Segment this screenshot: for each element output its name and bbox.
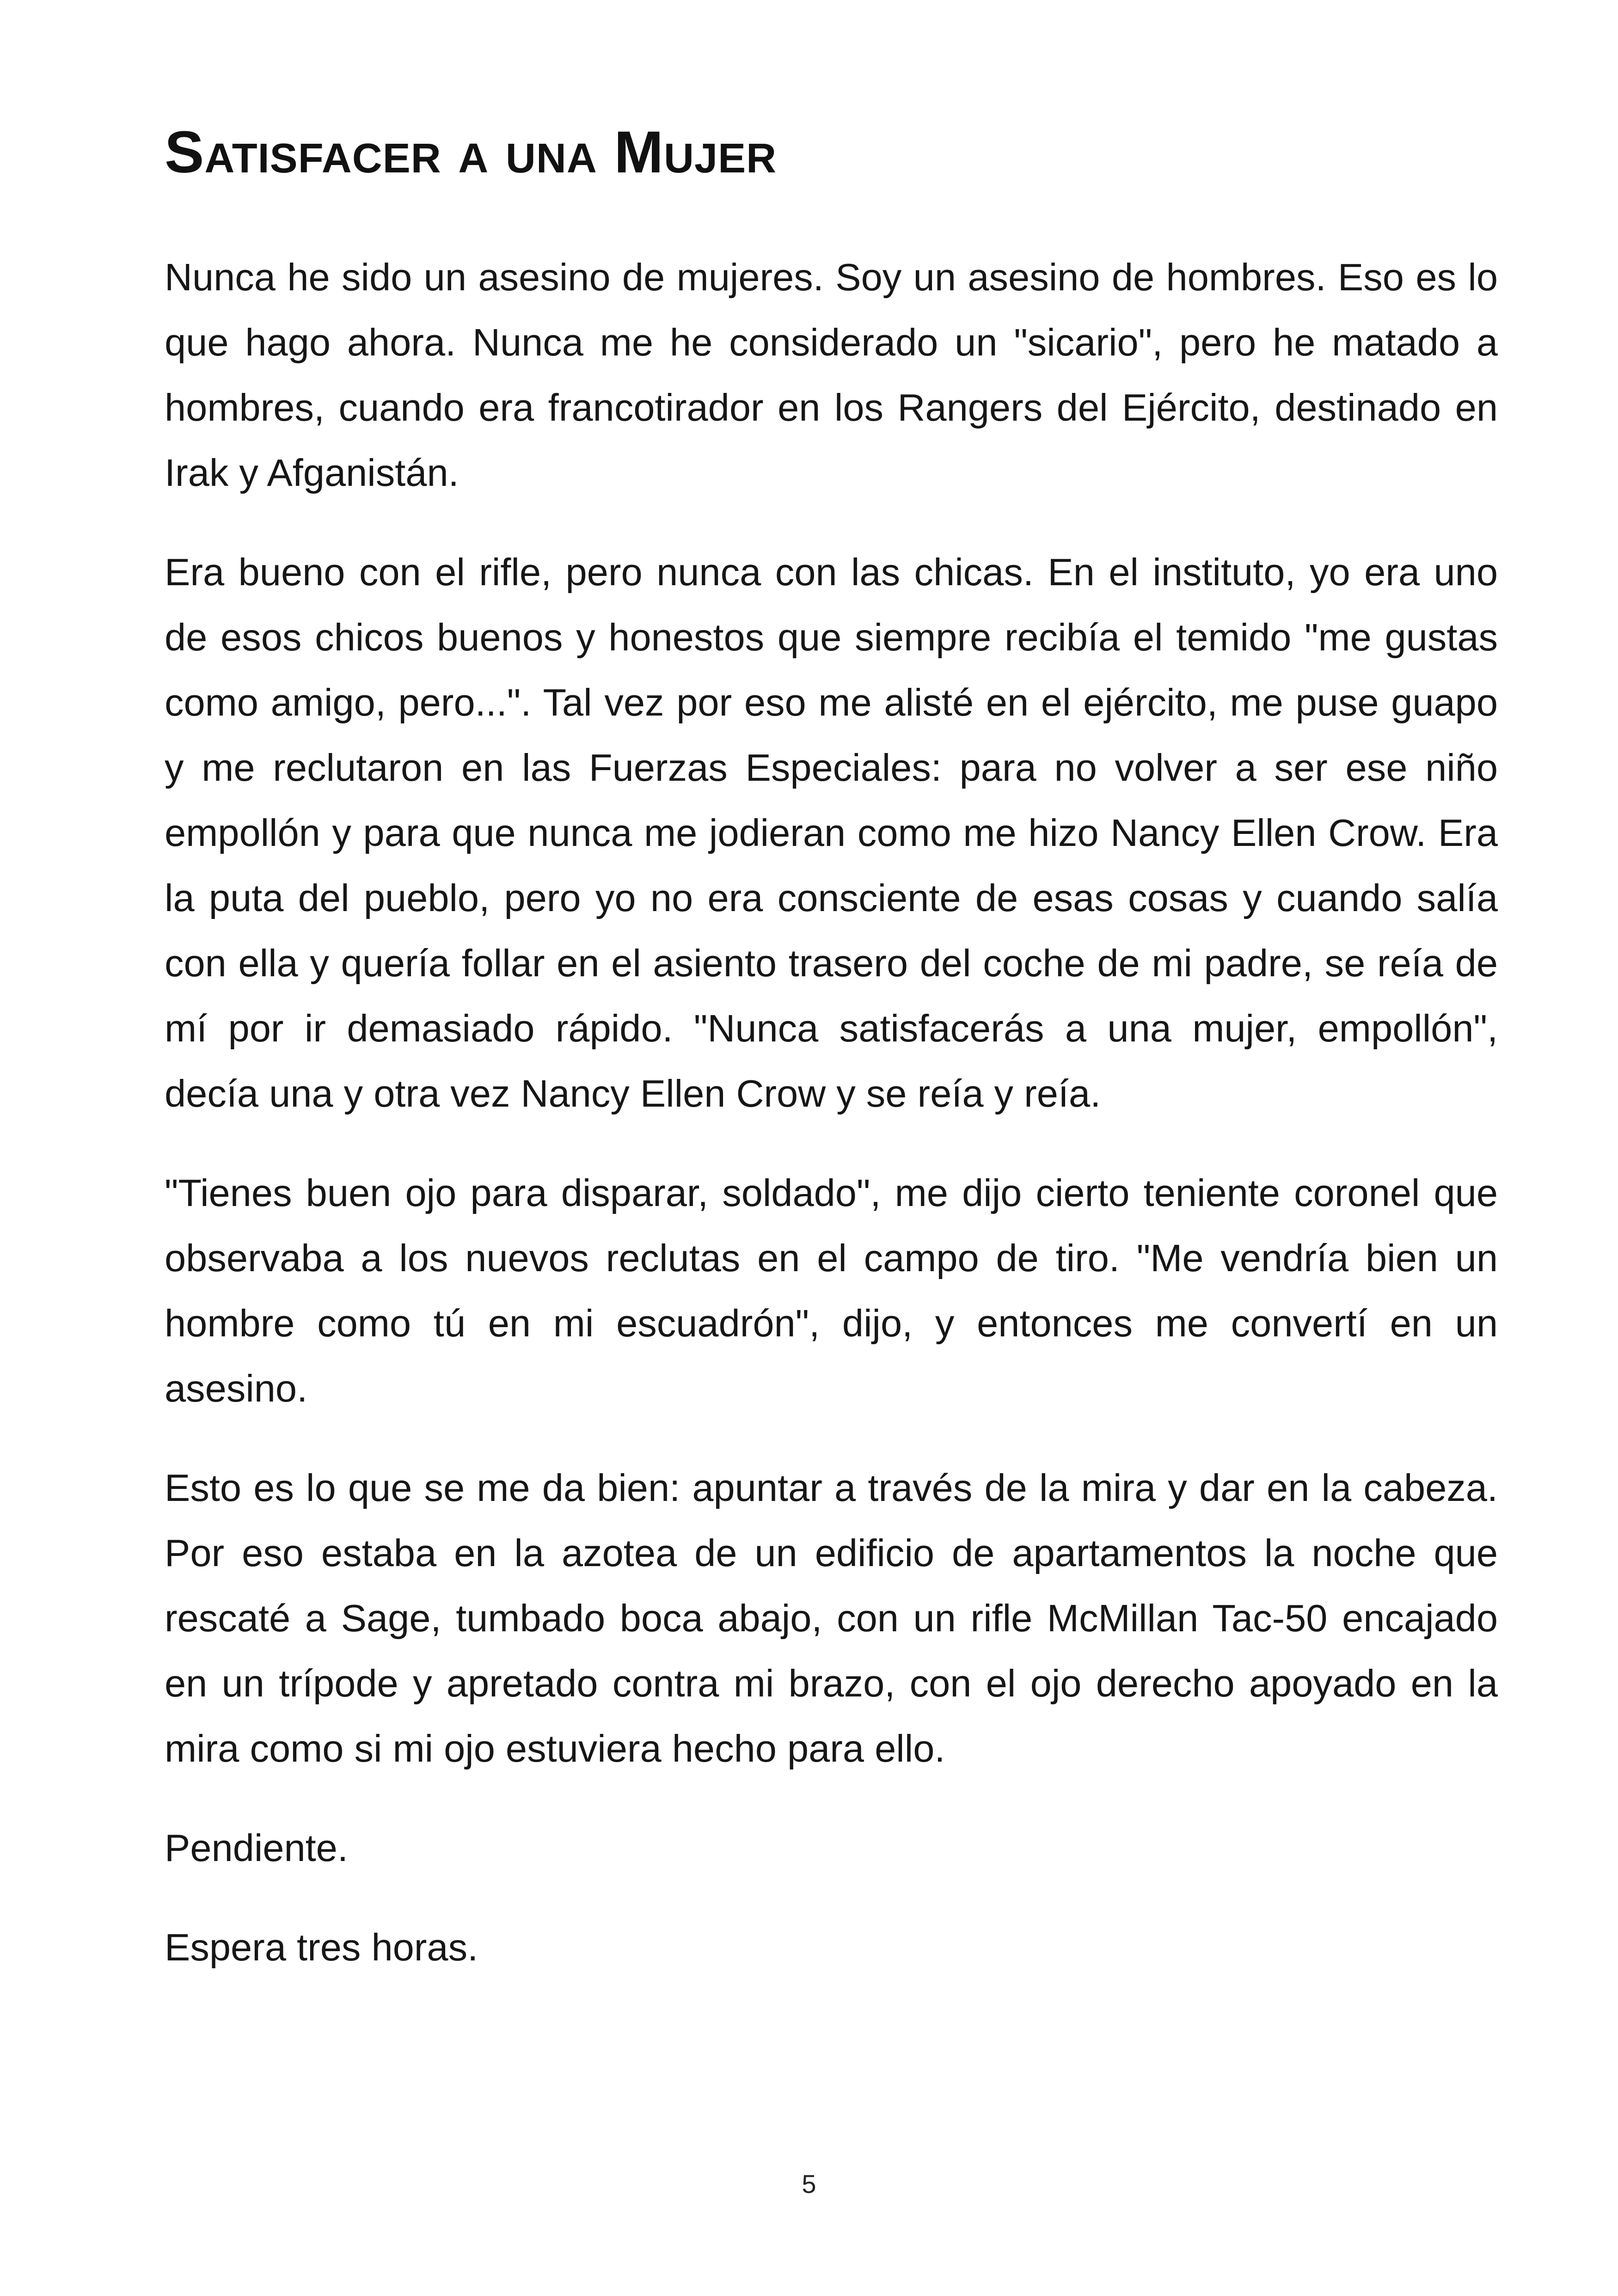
- paragraph-6: Espera tres horas.: [165, 1925, 478, 1969]
- paragraph-2: Era bueno con el rifle, pero nunca con las chicas. En el instituto, yo era uno de esos chicos buenos y honestos que siempre recibía el temido "me gustas como amigo, pero...". Tal vez por eso me alisté en el ejército, me puse guapo y me reclutaron en las Fuerzas Especiales: para no volver a ser ese niño empollón y para que nunca me jodieran como me hizo Nancy Ellen Crow. Era la puta del pueblo, pero yo no era consciente de esas cosas y cuando salía con ella y quería follar en el asiento trasero del coche de mi padre, se reía de mí por ir demasiado rápido. "Nunca satisfacerás a una mujer, empollón", decía una y otra vez Nancy Ellen Crow y se reía y reía.: [165, 550, 1498, 1115]
- paragraph-4: Esto es lo que se me da bien: apuntar a través de la mira y dar en la cabeza. Por eso estaba en la azotea de un edificio de apartamentos la noche que rescaté a Sage, tumbado boca abajo, con un rifle McMillan Tac-50 encajado en un trípode y apretado contra mi brazo, con el ojo derecho apoyado en la mira como si mi ojo estuviera hecho para ello.: [165, 1466, 1498, 1770]
- page-content: [165, 120, 1498, 2014]
- paragraph-3: "Tienes buen ojo para disparar, soldado", me dijo cierto teniente coronel que observaba a los nuevos reclutas en el campo de tiro. "Me vendría bien un hombre como tú en mi escuadrón", dijo, y entonces me convertí en un asesino.: [165, 1171, 1498, 1410]
- paragraph-5: Pendiente.: [165, 1826, 348, 1869]
- chapter-title: Satisfacer a una Mujer: [165, 119, 777, 185]
- paragraph-1: Nunca he sido un asesino de mujeres. Soy un asesino de hombres. Eso es lo que hago ahora. Nunca me he considerado un "sicario", pero he matado a hombres, cuando era francotirador en los Rangers del Ejército, destinado en Irak y Afganistán.: [165, 255, 1498, 494]
- page-number: 5: [802, 2169, 816, 2198]
